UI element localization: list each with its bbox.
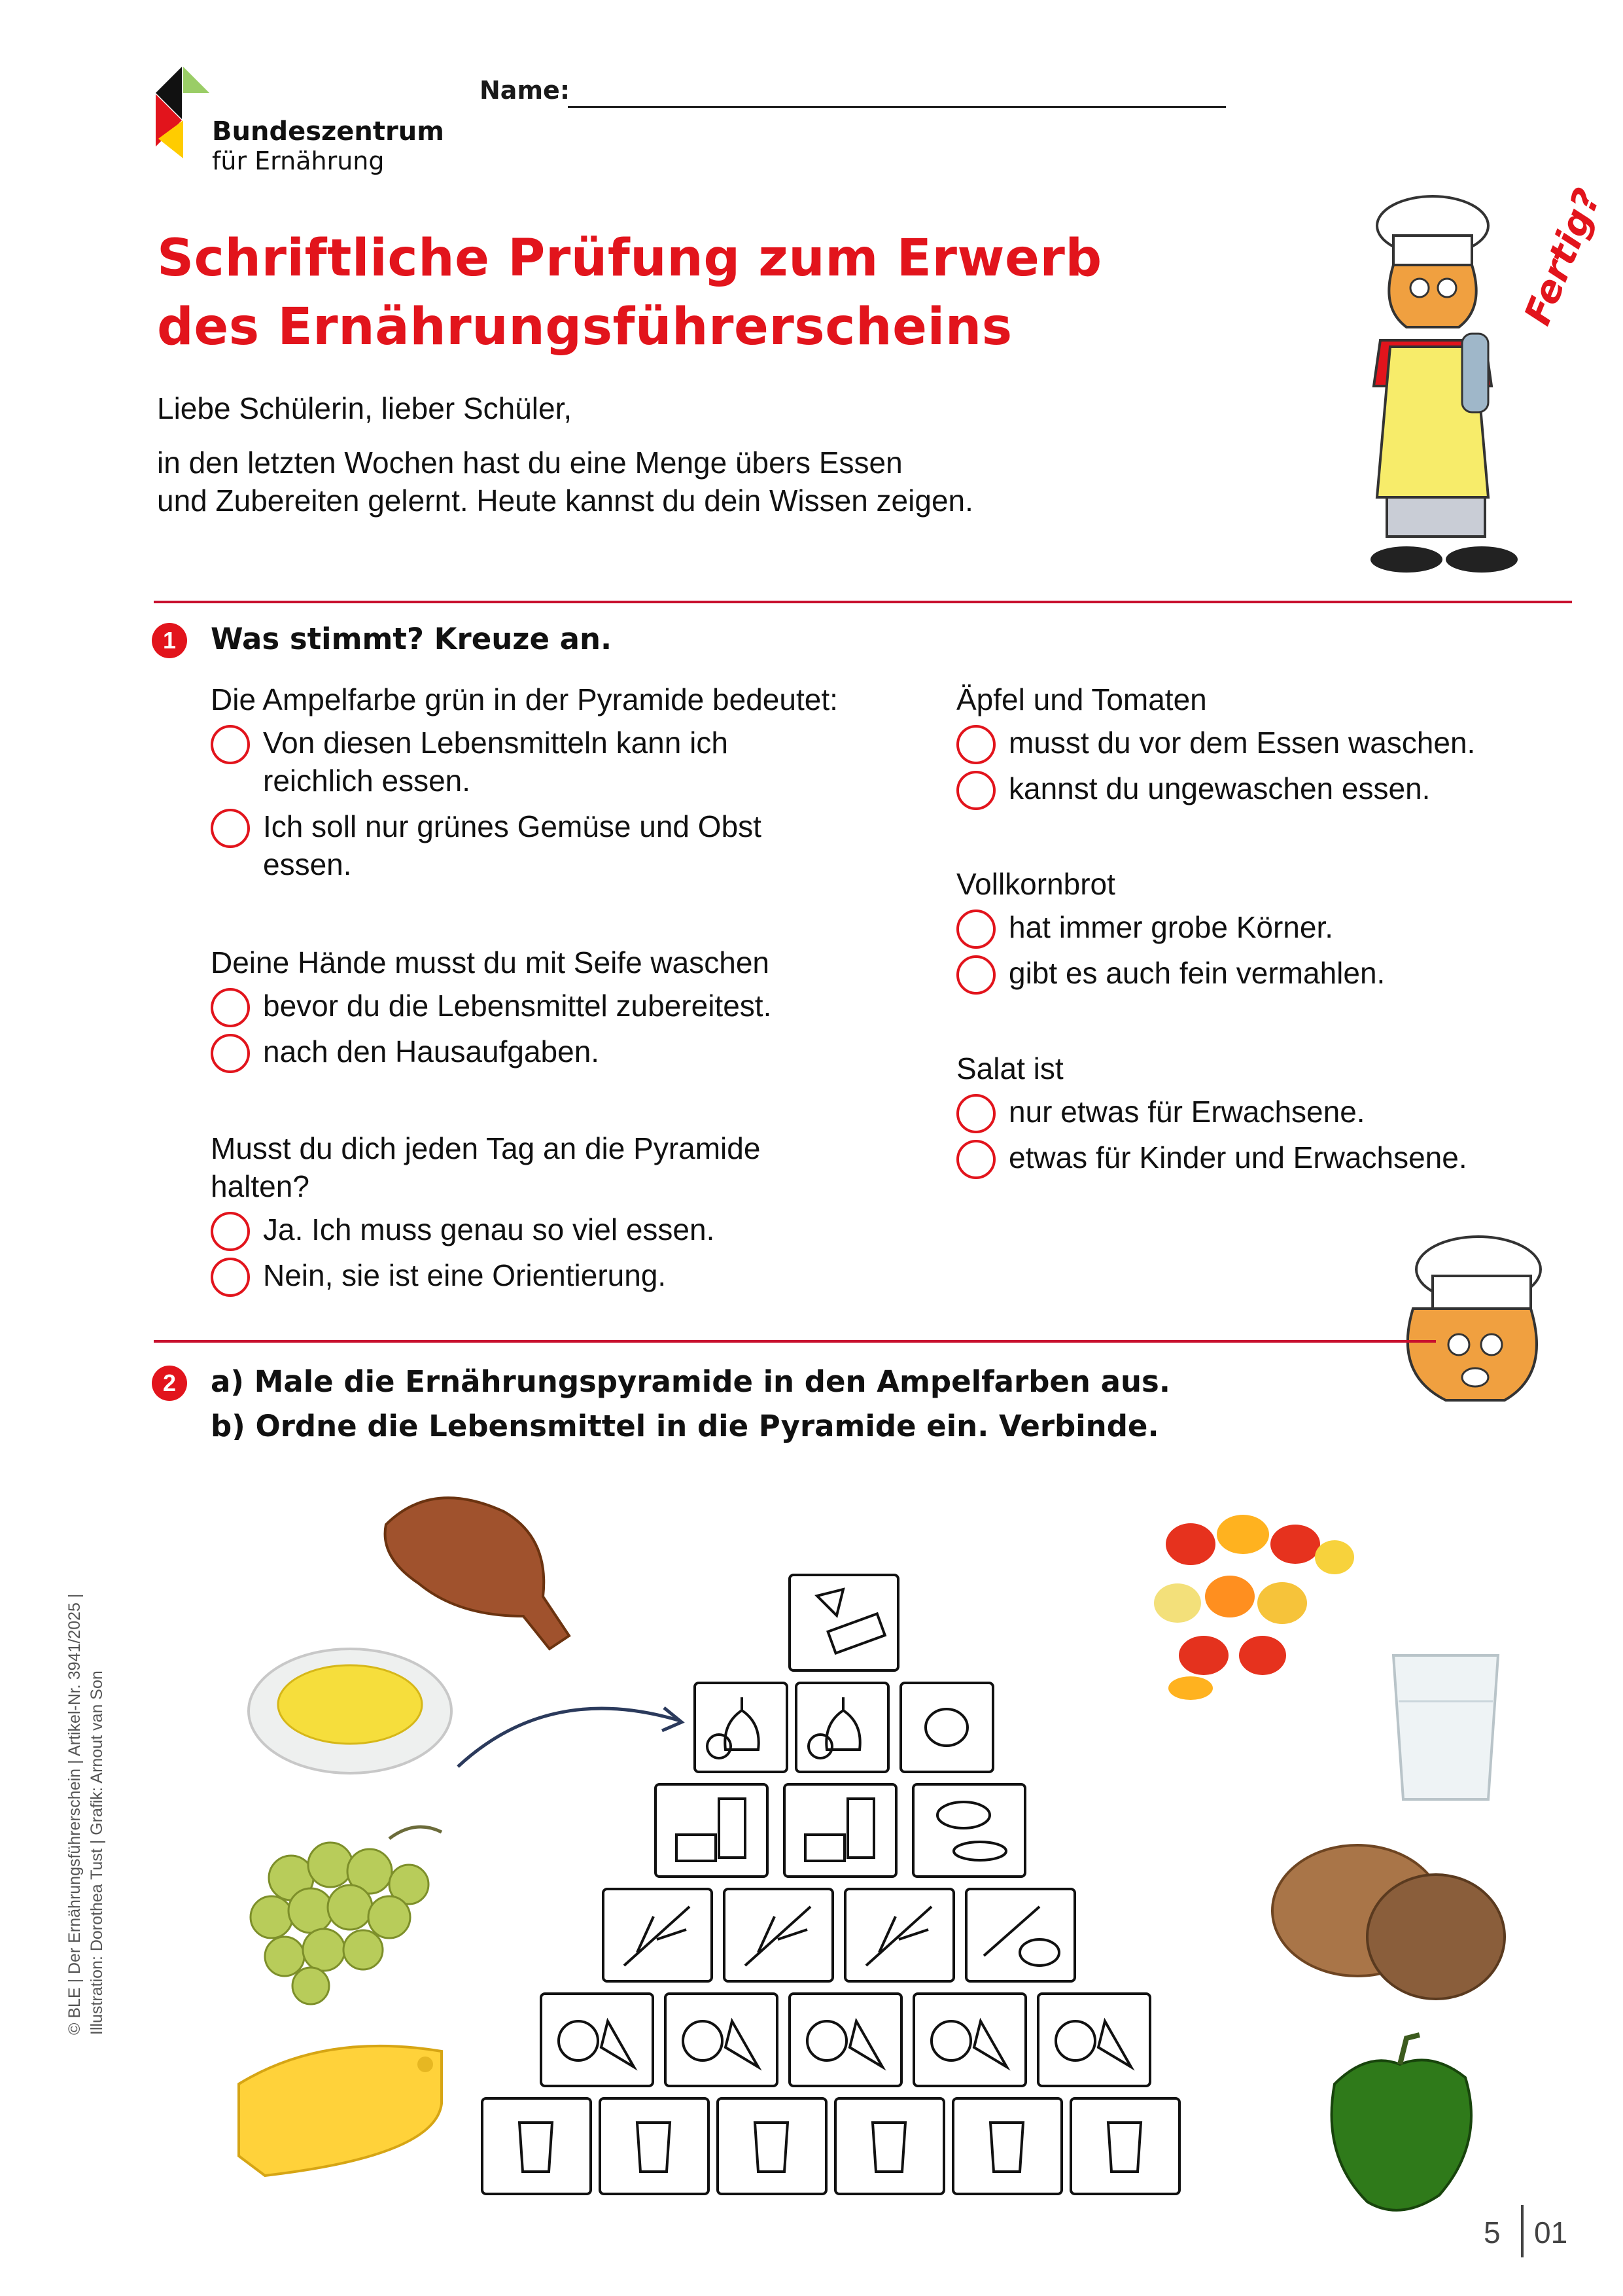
oil-icon [797,1684,887,1771]
question-text: Musst du dich jeden Tag an die Pyramide halten? [211,1131,761,1203]
cheese-icon[interactable] [226,2025,458,2182]
fruit-vegetable-icon [1039,1995,1149,2085]
grain-icon [604,1890,710,1980]
question-text: Deine Hände musst du mit Seife waschen [211,945,769,980]
butter-plate-icon[interactable] [242,1629,458,1780]
answer-checkbox[interactable] [211,809,250,848]
pyramid-cell-dairy[interactable] [783,1783,898,1878]
section1-title: Was stimmt? Kreuze an. [211,622,612,656]
answer-checkbox[interactable] [956,1094,996,1133]
intro-line2: und Zubereiten gelernt. Heute kannst du dein Wissen zeigen. [157,484,973,518]
logo-mark-icon [149,60,215,165]
pyramid-cell-water[interactable] [952,2097,1063,2195]
meat-fish-icon [915,1786,1024,1875]
question-ampelfarbe [211,680,930,891]
question-salat [956,1050,1611,1184]
gummy-bears-icon[interactable] [1138,1498,1367,1701]
pyramid-cell-water[interactable] [599,2097,710,2195]
page-number-separator [1521,2205,1524,2257]
answer-option[interactable] [956,1139,1611,1176]
chef-cat-head-icon [1367,1230,1563,1446]
option-label: nach den Hausaufgaben. [263,1034,600,1069]
answer-option[interactable] [956,1093,1611,1131]
nut-icon [902,1684,992,1771]
pyramid-cell-water[interactable] [481,2097,592,2195]
pyramid-cell-oil[interactable] [693,1682,788,1773]
pyramid-cell-meat-fish[interactable] [912,1783,1026,1878]
water-glass-icon [954,2100,1060,2193]
copyright-note [65,1593,118,2296]
pyramid-cell-fruit-vegetable[interactable] [1037,1992,1151,2087]
option-label: Ja. Ich muss genau so viel essen. [263,1212,715,1246]
question-text: Die Ampelfarbe grün in der Pyramide bedeutet: [211,682,838,716]
intro-line1: in den letzten Wochen hast du eine Menge übers Essen [157,446,903,480]
page-title-line1: Schriftliche Prüfung zum Erwerb [157,229,1102,288]
dairy-icon [786,1786,895,1875]
pyramid-cell-grain-potato[interactable] [965,1888,1076,1983]
question-text: Äpfel und Tomaten [956,682,1207,716]
grain-icon [846,1890,952,1980]
answer-checkbox[interactable] [211,988,250,1027]
question-text: Vollkornbrot [956,867,1115,901]
page-title-line2: des Ernährungsführerscheins [157,298,1013,357]
pyramid-cell-water[interactable] [716,2097,828,2195]
section2-task-a: a) Male die Ernährungspyramide in den Ampelfarben aus. [211,1364,1170,1399]
question-aepfel [956,680,1611,815]
answer-option[interactable] [211,1256,930,1294]
answer-checkbox[interactable] [211,1034,250,1073]
pyramid-cell-grain[interactable] [723,1888,834,1983]
answer-checkbox[interactable] [211,1258,250,1297]
answer-checkbox[interactable] [211,725,250,764]
question-haende [211,944,930,1078]
pyramid-cell-fruit-vegetable[interactable] [540,1992,654,2087]
answer-option[interactable] [956,769,1611,807]
answer-option[interactable] [211,1210,930,1248]
answer-checkbox[interactable] [956,771,996,810]
oil-icon [696,1684,786,1771]
pyramid-cell-fruit-vegetable[interactable] [788,1992,903,2087]
answer-option[interactable] [956,724,1611,762]
grain-icon [725,1890,831,1980]
water-glass-icon [1072,2100,1178,2193]
option-label: hat immer grobe Körner. [1009,910,1334,944]
answer-option[interactable] [956,908,1611,946]
answer-option[interactable] [211,987,930,1025]
snacks-icon [791,1576,897,1669]
org-name-line1: Bundeszentrum [212,116,444,147]
pyramid-cell-snacks[interactable] [788,1574,899,1672]
option-label: Nein, sie ist eine Orientierung. [263,1258,667,1292]
option-label: musst du vor dem Essen waschen. [1009,726,1476,760]
pyramid-cell-grain[interactable] [602,1888,713,1983]
water-glass-icon [601,2100,707,2193]
section-divider [154,1340,1436,1343]
section2-task-b: b) Ordne die Lebensmittel in die Pyramide ein. Verbinde. [211,1409,1159,1443]
pyramid-cell-water[interactable] [834,2097,945,2195]
pyramid-cell-oil[interactable] [795,1682,890,1773]
answer-checkbox[interactable] [956,1140,996,1179]
page-subnumber: 01 [1534,2216,1568,2250]
grain-potato-icon [968,1890,1073,1980]
answer-option[interactable] [956,954,1611,992]
example-arrow-icon [451,1662,693,1780]
option-label: nur etwas für Erwachsene. [1009,1095,1365,1129]
pyramid-cell-fruit-vegetable[interactable] [913,1992,1027,2087]
answer-option[interactable] [211,724,930,800]
pyramid-cell-grain[interactable] [844,1888,955,1983]
green-pepper-icon[interactable] [1308,2025,1492,2221]
option-label: gibt es auch fein vermahlen. [1009,956,1386,990]
fruit-vegetable-icon [915,1995,1024,2085]
water-glass-icon [483,2100,589,2193]
option-label: Von diesen Lebensmitteln kann ich reichlich essen. [263,726,728,798]
fruit-vegetable-icon [791,1995,900,2085]
fertig-text: Fertig? [1516,183,1609,331]
copyright-line2: Illustration: Dorothea Tust | Grafik: Arnout van Son [88,1670,106,2035]
answer-option[interactable] [211,1033,930,1070]
fruit-vegetable-icon [667,1995,776,2085]
pyramid-cell-water[interactable] [1070,2097,1181,2195]
answer-checkbox[interactable] [211,1212,250,1251]
answer-checkbox[interactable] [956,725,996,764]
name-input-line[interactable] [568,106,1226,108]
water-glass-icon [837,2100,943,2193]
question-text: Salat ist [956,1051,1064,1086]
option-label: bevor du die Lebensmittel zubereitest. [263,989,772,1023]
section-number-1: 1 [152,623,187,658]
logo [149,60,444,178]
answer-option[interactable] [211,807,930,883]
pyramid-cell-fruit-vegetable[interactable] [664,1992,778,2087]
org-name-line2: für Ernährung [212,147,385,175]
pyramid-cell-dairy[interactable] [654,1783,769,1878]
option-label: kannst du ungewaschen essen. [1009,771,1431,805]
question-vollkornbrot [956,865,1611,1000]
option-label: etwas für Kinder und Erwachsene. [1009,1140,1467,1174]
pyramid-cell-nut[interactable] [899,1682,994,1773]
water-glass-icon [719,2100,825,2193]
section-divider [154,601,1572,603]
bread-rolls-icon[interactable] [1266,1832,1508,2009]
section-number-2: 2 [152,1366,187,1401]
answer-checkbox[interactable] [956,910,996,949]
water-glass-photo-icon[interactable] [1380,1642,1511,1812]
fertig-badge [1492,183,1609,331]
answer-checkbox[interactable] [956,955,996,995]
dairy-icon [657,1786,766,1875]
fruit-vegetable-icon [542,1995,652,2085]
question-pyramide [211,1129,930,1302]
option-label: Ich soll nur grünes Gemüse und Obst essen. [263,809,761,881]
name-label: Name: [480,76,570,105]
page-number: 5 [1484,2216,1501,2250]
copyright-line1: © BLE | Der Ernährungsführerschein | Artikel-Nr. 3941/2025 | [65,1593,84,2035]
greeting: Liebe Schülerin, lieber Schüler, [157,391,572,425]
grapes-icon[interactable] [226,1812,458,2009]
